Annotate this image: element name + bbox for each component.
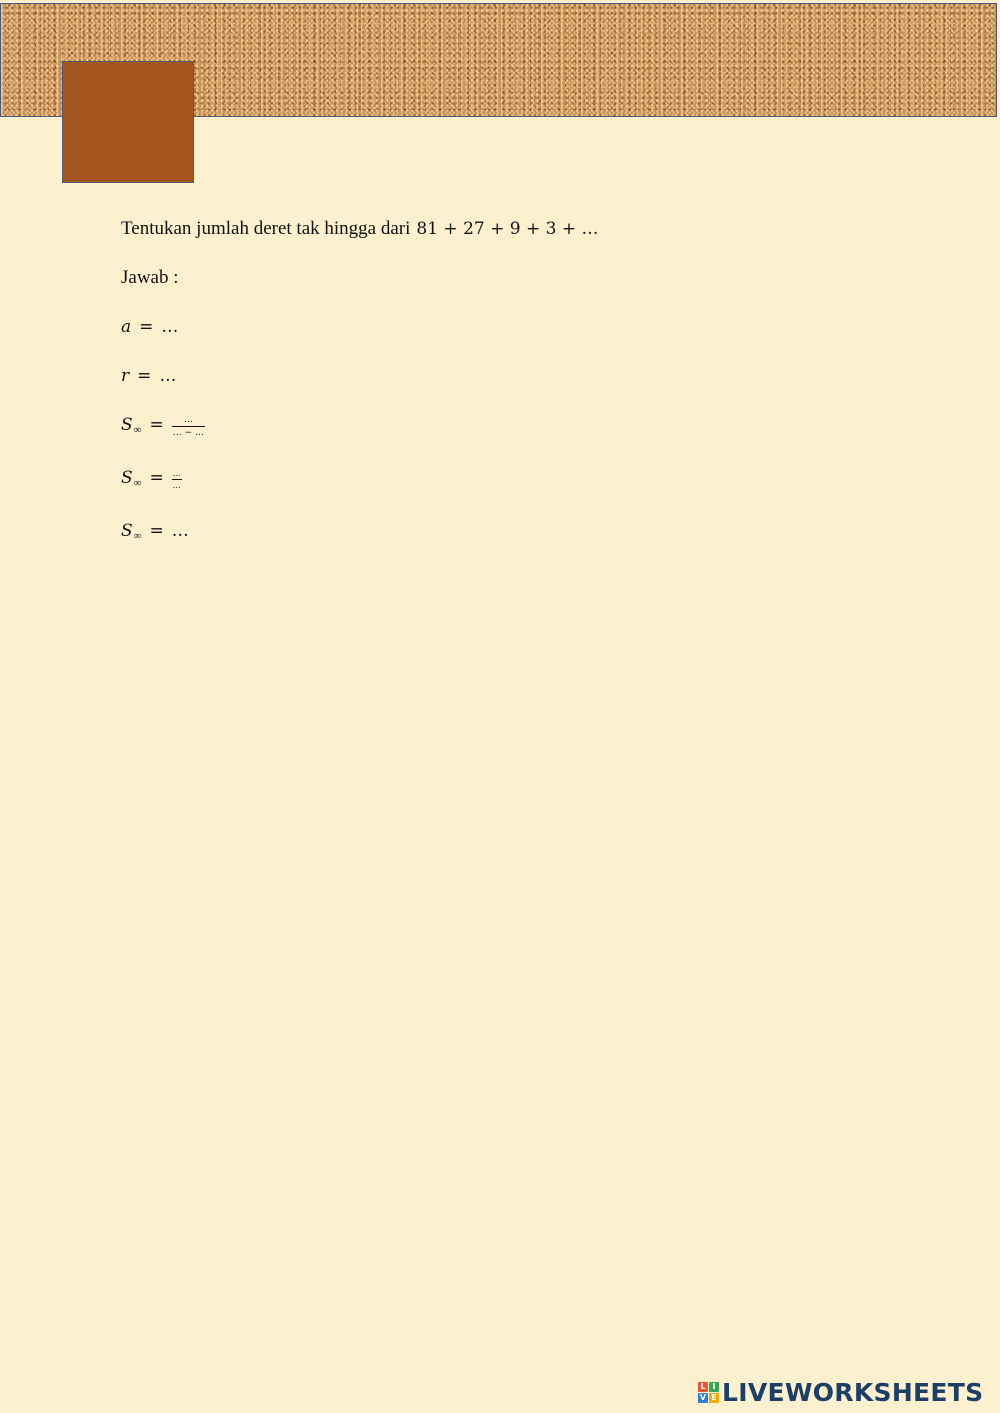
fraction-bar — [172, 479, 182, 480]
logo-letter-l: L — [698, 1382, 708, 1392]
answer-label-line — [121, 263, 881, 293]
question-line — [121, 214, 881, 244]
infinity-subscript: ∞ — [133, 530, 142, 542]
equals-sign: = — [149, 415, 164, 435]
step-sum-result — [121, 516, 881, 546]
fraction-denominator: … — [172, 480, 181, 490]
variable-r: r — [121, 366, 130, 386]
liveworksheets-logo — [698, 1378, 983, 1407]
equals-sign: = — [149, 468, 164, 488]
variable-s: S — [121, 415, 133, 435]
equals-sign: = — [139, 317, 154, 337]
simplified-fraction — [172, 469, 182, 490]
step-a — [121, 312, 881, 342]
blank-r: … — [159, 366, 177, 386]
blank-a: … — [161, 317, 179, 337]
equals-sign: = — [137, 366, 152, 386]
question-text: Tentukan jumlah deret tak hingga dari — [121, 218, 411, 239]
step-sum-simplified — [121, 463, 881, 493]
fraction-denominator: … − … — [172, 427, 205, 438]
fraction-bar — [172, 426, 205, 427]
infinity-subscript: ∞ — [133, 477, 142, 489]
blank-sum-result: … — [171, 521, 189, 541]
variable-s: S — [121, 521, 133, 541]
logo-letter-v: V — [699, 1393, 707, 1402]
fraction-numerator: … — [172, 468, 181, 478]
equals-sign: = — [149, 521, 164, 541]
sum-formula-fraction — [172, 415, 205, 438]
logo-letter-e: E — [709, 1393, 719, 1403]
step-r — [121, 361, 881, 391]
worksheet-content — [121, 214, 881, 565]
liveworksheets-wordmark: LIVEWORKSHEETS — [722, 1378, 984, 1407]
liveworksheets-icon — [698, 1382, 719, 1403]
variable-a: a — [121, 317, 132, 337]
corner-square-decoration — [62, 61, 194, 183]
step-sum-formula — [121, 410, 881, 440]
variable-s: S — [121, 468, 133, 488]
answer-label: Jawab : — [121, 267, 179, 288]
infinity-subscript: ∞ — [133, 424, 142, 436]
logo-letter-i: I — [709, 1382, 719, 1392]
question-series: 81 + 27 + 9 + 3 + … — [416, 219, 599, 239]
fraction-numerator: … — [183, 414, 193, 425]
